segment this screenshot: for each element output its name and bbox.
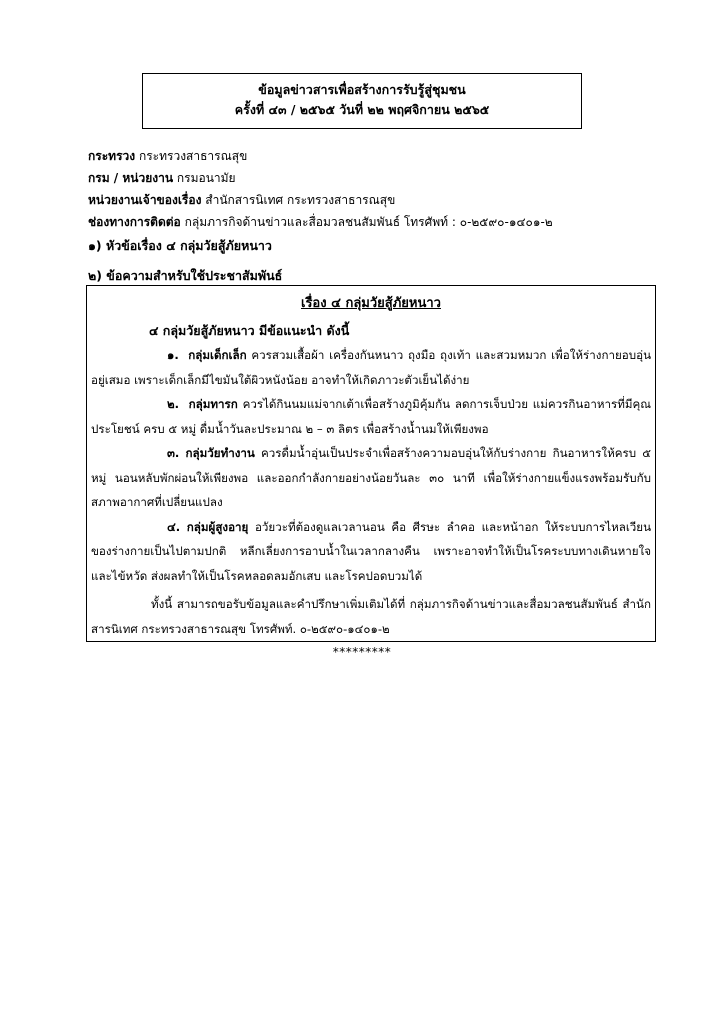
advice-item-heading: กลุ่มผู้สูงอายุ: [186, 519, 249, 534]
content-intro: ๔ กลุ่มวัยสู้ภัยหนาว มีข้อแนะนำ ดังนี้: [149, 322, 350, 338]
meta-owner-value: สำนักสารนิเทศ กระทรวงสาธารณสุข: [205, 193, 396, 207]
advice-item-text: ควรได้กินนมแม่จากเต้าเพื่อสร้างภูมิคุ้มกัน ลดการเจ็บป่วย แม่ควรกินอาหารที่มีคุณประโยชน์ ครบ ๕ หมู่ ดื่มน้ำวันละประมาณ ๒ – ๓ ลิตร เพื่อสร้างน้ำนมให้เพียงพอ: [91, 397, 651, 436]
advice-item-number: ๑.: [167, 348, 179, 362]
advice-item-text: อวัยวะที่ต้องดูแลเวลานอน คือ ศีรษะ ลำคอ และหน้าอก ให้ระบบการไหลเวียนของร่างกายเป็นไปตามปกติ หลีกเลี่ยงการอาบน้ำในเวลากลางคืน เพราะอาจทำให้เป็นโรคระบบทางเดินหายใจ และไข้หวัด ส่งผลทำให้เป็นโรคหลอดลมอักเสบ และโรคปอดบวมได้: [91, 519, 652, 583]
meta-contact-value: กลุ่มภารกิจด้านข่าวและสื่อมวลชนสัมพันธ์ โทรศัพท์ : ๐-๒๕๙๐-๑๔๐๑-๒: [184, 215, 553, 229]
header-title: ข้อมูลข่าวสารเพื่อสร้างการรับรู้สู่ชุมชน: [258, 82, 466, 97]
advice-item: [91, 343, 651, 392]
advice-item-heading: กลุ่มเด็กเล็ก: [188, 348, 247, 362]
header-box: [142, 73, 582, 129]
meta-ministry-label: กระทรวง: [88, 149, 136, 163]
advice-item-text: ควรสวมเสื้อผ้า เครื่องกันหนาว ถุงมือ ถุงเท้า และสวมหมวก เพื่อให้ร่างกายอบอุ่นอยู่เสมอ เพราะเด็กเล็กมีไขมันใต้ผิวหนังน้อย อาจทำให้เกิดภาวะตัวเย็นได้ง่าย: [91, 348, 651, 387]
meta-department-value: กรมอนามัย: [176, 171, 236, 185]
meta-department-label: กรม / หน่วยงาน: [88, 171, 174, 185]
advice-item: [91, 392, 651, 441]
header-issue-date: ครั้งที่ ๔๓ / ๒๕๖๕ วันที่ ๒๒ พฤศจิกายน ๒๕๖๕: [234, 102, 490, 117]
end-marker: *********: [332, 645, 392, 659]
advice-item: [91, 515, 651, 589]
closing-paragraph: ทั้งนี้ สามารถขอรับข้อมูลและคำปรึกษาเพิ่มเติมได้ที่ กลุ่มภารกิจด้านข่าวและสื่อมวลชนสัมพันธ์ สำนักสารนิเทศ กระทรวงสาธารณสุข โทรศัพท์. ๐-๒๕๙๐-๑๔๐๑-๒: [91, 597, 651, 636]
content-title: เรื่อง ๔ กลุ่มวัยสู้ภัยหนาว: [301, 296, 441, 311]
meta-block: [88, 145, 553, 233]
meta-ministry: [88, 145, 553, 167]
meta-department: [88, 167, 553, 189]
meta-contact-label: ช่องทางการติดต่อ: [88, 215, 181, 229]
meta-ministry-value: กระทรวงสาธารณสุข: [138, 149, 248, 163]
advice-item-heading: กลุ่มทารก: [188, 397, 238, 411]
pr-content-box: [86, 285, 656, 642]
advice-item-number: ๒.: [167, 397, 180, 411]
section-2-heading: ๒) ข้อความสำหรับใช้ประชาสัมพันธ์: [88, 268, 283, 283]
meta-owner: [88, 189, 553, 211]
advice-item-text: ควรดื่มน้ำอุ่นเป็นประจำเพื่อสร้างความอบอุ่นให้กับร่างกาย กินอาหารให้ครบ ๕ หมู่ นอนหลับพักผ่อนให้เพียงพอ และออกกำลังกายอย่างน้อยวันละ ๓๐ นาที เพื่อให้ร่างกายแข็งแรงพร้อมรับกับสภาพอากาศที่เปลี่ยนแปลง: [91, 446, 651, 509]
section-1-heading: ๑) หัวข้อเรื่อง ๔ กลุ่มวัยสู้ภัยหนาว: [88, 238, 272, 253]
meta-owner-label: หน่วยงานเจ้าของเรื่อง: [88, 193, 202, 207]
advice-item-number: ๓.: [167, 446, 180, 460]
advice-item-number: ๔.: [167, 519, 181, 534]
advice-item-heading: กลุ่มวัยทำงาน: [185, 446, 255, 460]
meta-contact: [88, 211, 553, 233]
advice-item: [91, 441, 651, 515]
